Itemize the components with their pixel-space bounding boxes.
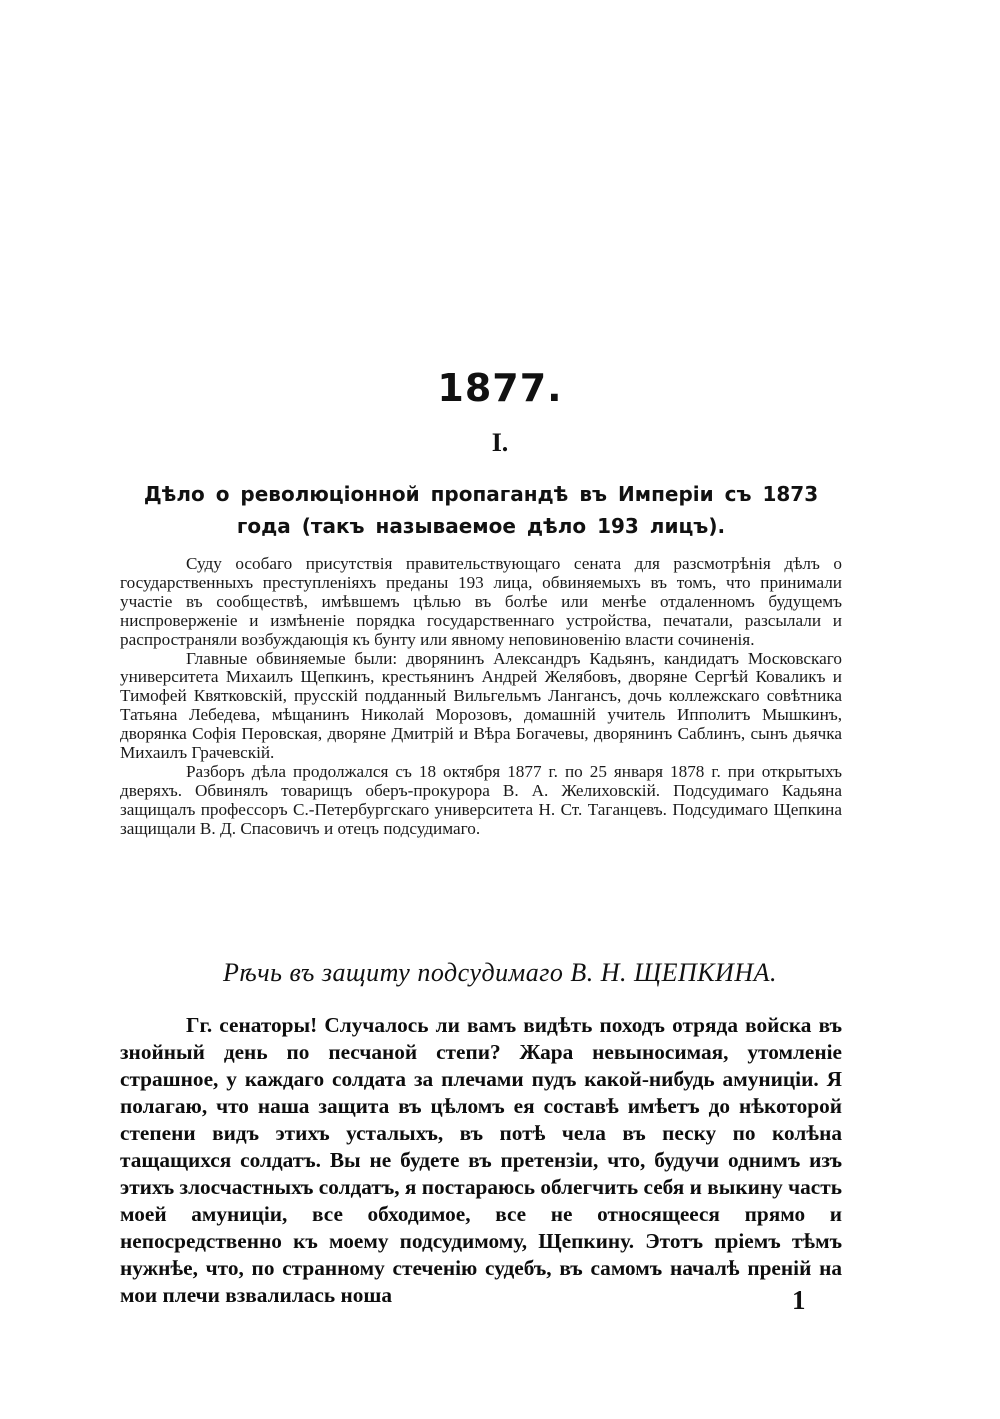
speech-title: Рѣчь въ защиту подсудимаго В. Н. ЩЕПКИНА.: [223, 958, 777, 987]
year-heading: 1877.: [437, 366, 563, 410]
page-number: 1: [792, 1285, 806, 1315]
summary-paragraph: Главные обвиняемые были: дворянинъ Александръ Кадьянъ, кандидатъ Московскаго университета Михаилъ Щепкинъ, крестьянинъ Андрей Желябовъ, дворяне Сергѣй Коваликъ и Тимофей Квятковскій, прусскій подданный Вильгельмъ Лангансъ, дочь коллежскаго совѣтника Татьяна Лебедева, мѣщанинъ Николай Морозовъ, домашній учитель Ипполитъ Мышкинъ, дворянка Софія Перовская, дворяне Дмитрій и Вѣра Богачевы, дворянинъ Саблинъ, сынъ дьячка Михаилъ Грачевскій.: [120, 648, 842, 763]
case-title: Дѣло о революціонной пропагандѣ въ Имперіи съ 1873 года (такъ называемое дѣло 193 лицъ).: [143, 482, 819, 538]
speech-body: [120, 1012, 842, 1309]
case-summary: [120, 555, 842, 839]
speech-paragraph: Гг. сенаторы! Случалось ли вамъ видѣть походъ отряда войска въ знойный день по песчаной степи? Жара невыносимая, утомленіе страшное, у каждаго солдата за плечами пудъ какой-нибудь амуниціи. Я полагаю, что наша защита въ цѣломъ ея составѣ имѣетъ до нѣкоторой степени видъ этихъ усталыхъ, въ потѣ чела въ песку по колѣна тащащихся солдатъ. Вы не будете въ претензіи, что, будучи однимъ изъ этихъ злосчастныхъ солдатъ, я постараюсь облегчить себя и выкину часть моей амуниціи, все обходимое, все не относящееся прямо и непосредственно къ моему подсудимому, Щепкину. Этотъ пріемъ тѣмъ нужнѣе, что, по странному стеченію судебъ, въ самомъ началѣ преній на мои плечи взвалилась ноша: [120, 1013, 842, 1307]
summary-paragraph: Разборъ дѣла продолжался съ 18 октября 1877 г. по 25 января 1878 г. при открытыхъ дверяхъ. Обвинялъ товарищъ оберъ-прокурора В. А. Желиховскій. Подсудимаго Кадьяна защищалъ профессоръ С.-Петербургскаго университета Н. Ст. Таганцевъ. Подсудимаго Щепкина защищали В. Д. Спасовичъ и отецъ подсудимаго.: [120, 761, 842, 838]
section-number: I.: [491, 428, 509, 457]
summary-paragraph: Суду особаго присутствія правительствующаго сената для разсмотрѣнія дѣлъ о государственныхъ преступленіяхъ преданы 193 лица, обвиняемыхъ въ томъ, что принимали участіе въ сообществѣ, имѣвшемъ цѣлью въ болѣе или менѣе отдаленномъ будущемъ ниспроверженіе и измѣненіе порядка государственнаго устройства, печатали, разсылали и распространяли возбуждающія къ бунту или явному неповиновенію власти сочиненія.: [120, 554, 842, 649]
